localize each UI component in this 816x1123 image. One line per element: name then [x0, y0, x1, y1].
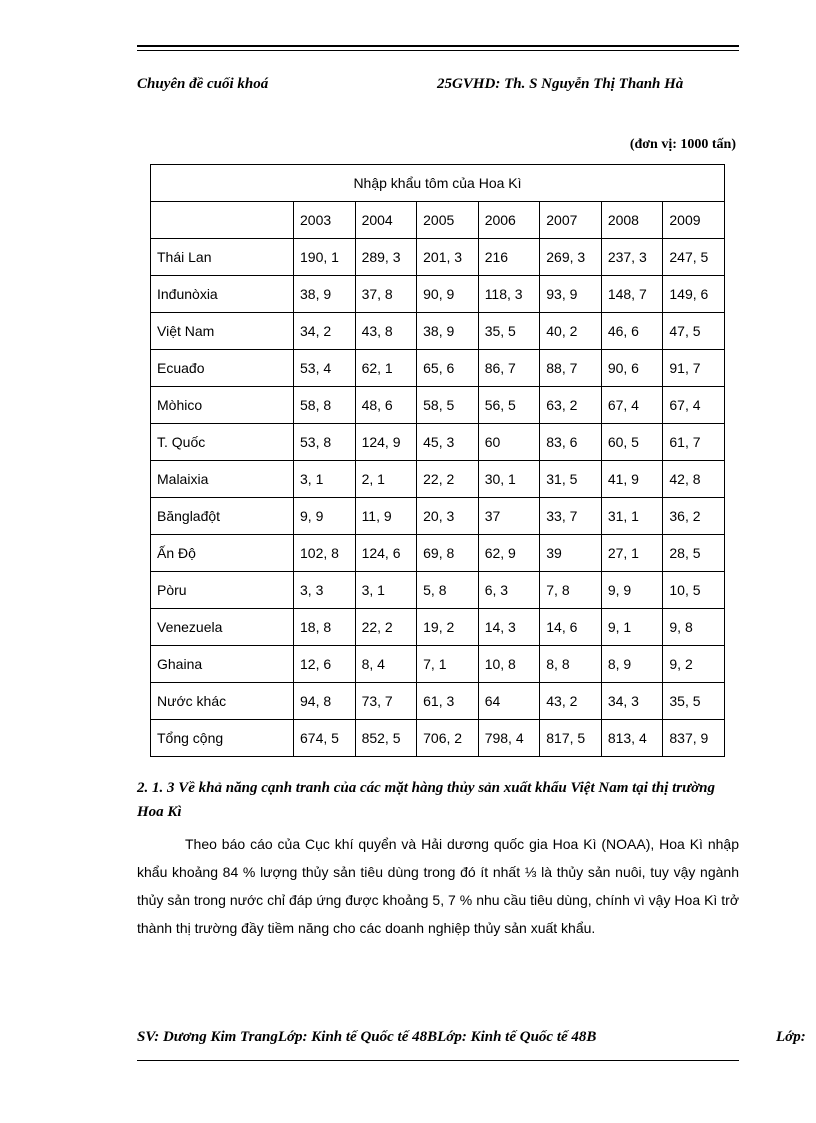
- header-rule-thin: [137, 50, 739, 51]
- table-cell: 67, 4: [601, 387, 663, 424]
- table-cell: 31, 5: [540, 461, 602, 498]
- table-cell: 8, 9: [601, 646, 663, 683]
- table-cell: 9, 9: [601, 572, 663, 609]
- table-cell: 42, 8: [663, 461, 725, 498]
- table-cell: 12, 6: [294, 646, 356, 683]
- table-cell: 852, 5: [355, 720, 417, 757]
- table-cell: 60: [478, 424, 540, 461]
- row-label: Pòru: [151, 572, 294, 609]
- table-cell: 10, 8: [478, 646, 540, 683]
- table-cell: 41, 9: [601, 461, 663, 498]
- table-cell: 237, 3: [601, 239, 663, 276]
- row-label: Mòhico: [151, 387, 294, 424]
- table-cell: 31, 1: [601, 498, 663, 535]
- table-cell: 37, 8: [355, 276, 417, 313]
- row-label: Bănglađột: [151, 498, 294, 535]
- table-cell: 53, 4: [294, 350, 356, 387]
- table-cell: 3, 3: [294, 572, 356, 609]
- footer-class: Lớp:: [776, 1029, 806, 1045]
- table-row: [151, 683, 725, 720]
- table-cell: 90, 9: [417, 276, 479, 313]
- table-cell: 14, 6: [540, 609, 602, 646]
- year-header: 2006: [478, 202, 540, 239]
- table-corner-cell: [151, 202, 294, 239]
- table-cell: 64: [478, 683, 540, 720]
- table-cell: 3, 1: [355, 572, 417, 609]
- table-cell: 53, 8: [294, 424, 356, 461]
- table-cell: 90, 6: [601, 350, 663, 387]
- table-cell: 62, 1: [355, 350, 417, 387]
- footer-student: SV: Dương Kim TrangLớp: Kinh tế Quốc tế 48BLớp: Kinh tế Quốc tế 48B: [137, 1029, 597, 1045]
- year-header: 2003: [294, 202, 356, 239]
- header-advisor: 25GVHD: Th. S Nguyễn Thị Thanh Hà: [437, 76, 684, 92]
- table-cell: 39: [540, 535, 602, 572]
- table-cell: 8, 8: [540, 646, 602, 683]
- table-cell: 247, 5: [663, 239, 725, 276]
- year-header: 2007: [540, 202, 602, 239]
- table-cell: 102, 8: [294, 535, 356, 572]
- year-header: 2004: [355, 202, 417, 239]
- table-row: [151, 609, 725, 646]
- table-cell: 22, 2: [417, 461, 479, 498]
- table-cell: 6, 3: [478, 572, 540, 609]
- table-cell: 63, 2: [540, 387, 602, 424]
- table-cell: 69, 8: [417, 535, 479, 572]
- table-cell: 813, 4: [601, 720, 663, 757]
- table-cell: 62, 9: [478, 535, 540, 572]
- table-cell: 118, 3: [478, 276, 540, 313]
- table-cell: 201, 3: [417, 239, 479, 276]
- footer-rule: [137, 1060, 739, 1061]
- table-cell: 33, 7: [540, 498, 602, 535]
- table-cell: 8, 4: [355, 646, 417, 683]
- year-header: 2008: [601, 202, 663, 239]
- table-cell: 216: [478, 239, 540, 276]
- row-label: Việt Nam: [151, 313, 294, 350]
- table-cell: 58, 8: [294, 387, 356, 424]
- table-cell: 9, 8: [663, 609, 725, 646]
- table-cell: 149, 6: [663, 276, 725, 313]
- table-cell: 61, 3: [417, 683, 479, 720]
- table-cell: 35, 5: [478, 313, 540, 350]
- row-label: Inđunòxia: [151, 276, 294, 313]
- table-row: [151, 535, 725, 572]
- table-row: [151, 572, 725, 609]
- section-heading: 2. 1. 3 Về khả năng cạnh tranh của các mặt hàng thủy sản xuất khẩu Việt Nam tại thị trường Hoa Kì: [137, 780, 716, 820]
- table-cell: 5, 8: [417, 572, 479, 609]
- row-label: Ấn Độ: [151, 535, 294, 572]
- row-label: Venezuela: [151, 609, 294, 646]
- table-cell: 798, 4: [478, 720, 540, 757]
- table-row: [151, 720, 725, 757]
- table-row: [151, 313, 725, 350]
- body-paragraph: Theo báo cáo của Cục khí quyển và Hải dương quốc gia Hoa Kì (NOAA), Hoa Kì nhập khẩu khoảng 84 % lượng thủy sản tiêu dùng trong đó ít nhất ⅓ là thủy sản nuôi, tuy vậy ngành thủy sản trong nước chỉ đáp ứng được khoảng 5, 7 % nhu cầu tiêu dùng, chính vì vậy Hoa Kì trở thành thị trường đầy tiềm năng cho các doanh nghiệp thủy sản xuất khẩu.: [137, 836, 739, 936]
- table-cell: 47, 5: [663, 313, 725, 350]
- table-cell: 73, 7: [355, 683, 417, 720]
- table-row: [151, 239, 725, 276]
- table-cell: 43, 2: [540, 683, 602, 720]
- table-cell: 36, 2: [663, 498, 725, 535]
- table-cell: 9, 9: [294, 498, 356, 535]
- table-cell: 148, 7: [601, 276, 663, 313]
- table-cell: 43, 8: [355, 313, 417, 350]
- table-cell: 674, 5: [294, 720, 356, 757]
- table-cell: 37: [478, 498, 540, 535]
- table-cell: 45, 3: [417, 424, 479, 461]
- table-cell: 10, 5: [663, 572, 725, 609]
- row-label: Malaixia: [151, 461, 294, 498]
- table-cell: 7, 1: [417, 646, 479, 683]
- table-header-row: [151, 202, 725, 239]
- table-cell: 30, 1: [478, 461, 540, 498]
- table-cell: 38, 9: [417, 313, 479, 350]
- table-cell: 35, 5: [663, 683, 725, 720]
- table-row: [151, 387, 725, 424]
- table-cell: 61, 7: [663, 424, 725, 461]
- shrimp-import-table: [150, 164, 725, 757]
- table-cell: 124, 6: [355, 535, 417, 572]
- table-row: [151, 646, 725, 683]
- table-cell: 88, 7: [540, 350, 602, 387]
- table-cell: 67, 4: [663, 387, 725, 424]
- row-label: Tổng cộng: [151, 720, 294, 757]
- table-cell: 289, 3: [355, 239, 417, 276]
- unit-label: (đơn vị: 1000 tấn): [629, 137, 736, 152]
- table-cell: 19, 2: [417, 609, 479, 646]
- table-cell: 28, 5: [663, 535, 725, 572]
- year-header: 2009: [663, 202, 725, 239]
- table-cell: 18, 8: [294, 609, 356, 646]
- table-cell: 93, 9: [540, 276, 602, 313]
- table-title: Nhập khẩu tôm của Hoa Kì: [151, 165, 725, 202]
- row-label: T. Quốc: [151, 424, 294, 461]
- table-cell: 9, 1: [601, 609, 663, 646]
- table-row: [151, 461, 725, 498]
- table-cell: 11, 9: [355, 498, 417, 535]
- table-cell: 269, 3: [540, 239, 602, 276]
- table-cell: 60, 5: [601, 424, 663, 461]
- table-cell: 83, 6: [540, 424, 602, 461]
- table-cell: 20, 3: [417, 498, 479, 535]
- table-cell: 9, 2: [663, 646, 725, 683]
- table-row: [151, 424, 725, 461]
- table-cell: 91, 7: [663, 350, 725, 387]
- table-cell: 48, 6: [355, 387, 417, 424]
- table-cell: 94, 8: [294, 683, 356, 720]
- table-cell: 190, 1: [294, 239, 356, 276]
- table-cell: 34, 2: [294, 313, 356, 350]
- row-label: Ecuađo: [151, 350, 294, 387]
- table-cell: 86, 7: [478, 350, 540, 387]
- table-cell: 22, 2: [355, 609, 417, 646]
- header-rule-thick: [137, 45, 739, 47]
- table-title-row: [151, 165, 725, 202]
- table-cell: 706, 2: [417, 720, 479, 757]
- table-cell: 837, 9: [663, 720, 725, 757]
- row-label: Thái Lan: [151, 239, 294, 276]
- table-cell: 124, 9: [355, 424, 417, 461]
- table-cell: 46, 6: [601, 313, 663, 350]
- table-cell: 38, 9: [294, 276, 356, 313]
- table-row: [151, 276, 725, 313]
- table-cell: 65, 6: [417, 350, 479, 387]
- table-cell: 58, 5: [417, 387, 479, 424]
- table-cell: 7, 8: [540, 572, 602, 609]
- table-row: [151, 498, 725, 535]
- table-cell: 14, 3: [478, 609, 540, 646]
- table-cell: 40, 2: [540, 313, 602, 350]
- year-header: 2005: [417, 202, 479, 239]
- header-title: Chuyên đề cuối khoá: [137, 76, 269, 92]
- table-cell: 2, 1: [355, 461, 417, 498]
- table-cell: 34, 3: [601, 683, 663, 720]
- row-label: Ghaina: [151, 646, 294, 683]
- table-cell: 817, 5: [540, 720, 602, 757]
- table-cell: 27, 1: [601, 535, 663, 572]
- table-cell: 3, 1: [294, 461, 356, 498]
- table-cell: 56, 5: [478, 387, 540, 424]
- table-row: [151, 350, 725, 387]
- row-label: Nước khác: [151, 683, 294, 720]
